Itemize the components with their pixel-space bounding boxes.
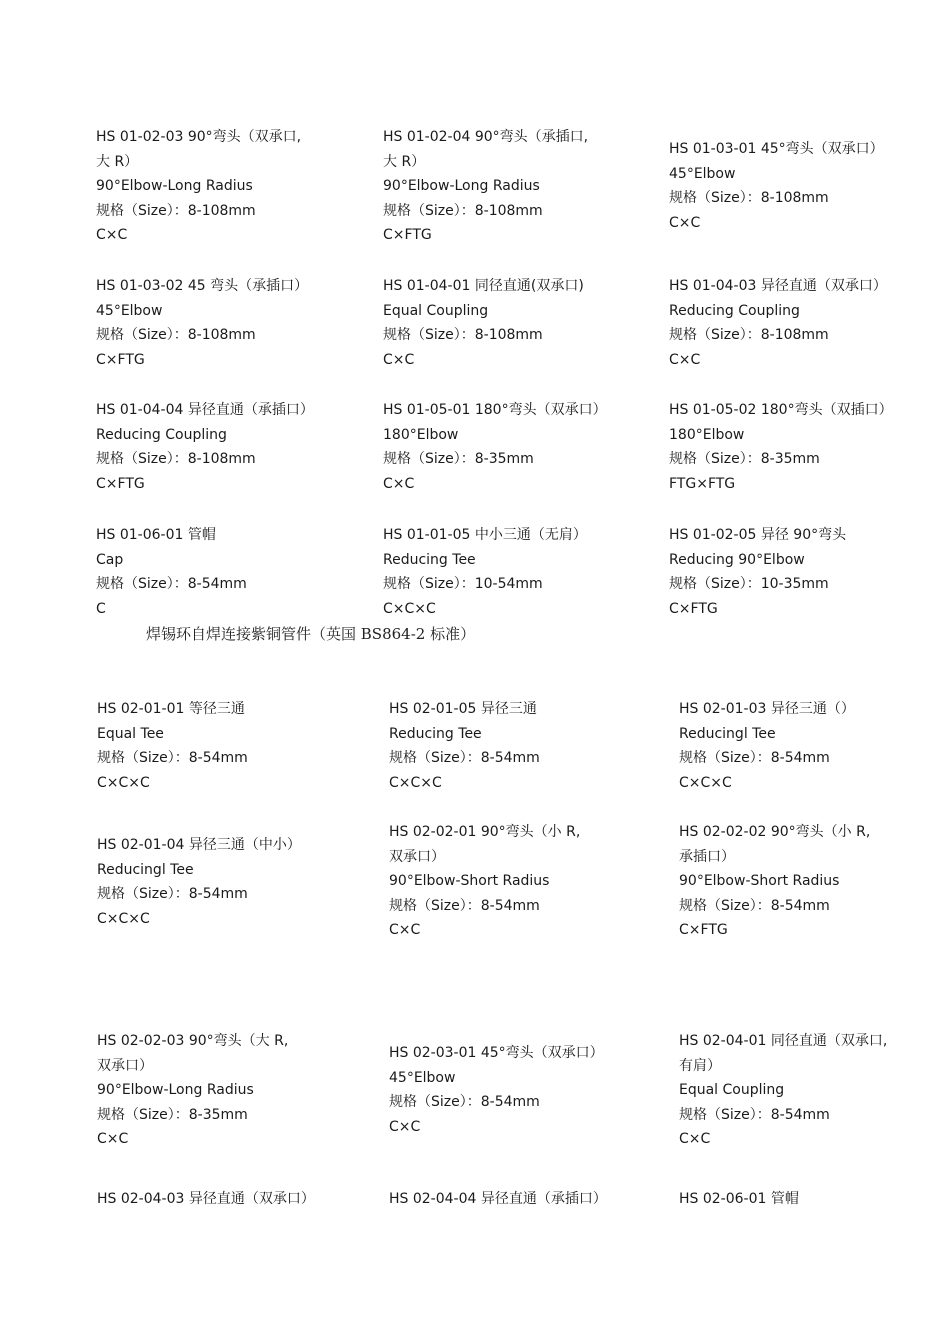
fitting-detail-line: 45°Elbow — [669, 165, 736, 182]
fitting-detail-line: 90°Elbow-Short Radius — [679, 873, 840, 889]
fitting-detail-line: Reducing Tee — [383, 551, 476, 568]
fitting-code-title: HS 01-02-03 90°弯头（双承口, — [96, 129, 302, 145]
fitting-item-hs-01-06-01 — [96, 523, 247, 621]
fitting-code-title: HS 02-04-04 异径直通（承插口） — [389, 1191, 607, 1207]
fitting-detail-line: 规格（Size）：8-54mm — [389, 750, 540, 766]
fitting-detail-line: 规格（Size）：8-108mm — [96, 327, 256, 343]
fitting-detail-line: Cap — [96, 551, 124, 568]
fitting-code-title: HS 01-05-02 180°弯头（双插口） — [669, 402, 893, 418]
fitting-item-hs-02-03-01 — [389, 1041, 604, 1139]
fitting-detail-line: 规格（Size）：8-108mm — [383, 202, 543, 219]
fitting-detail-line: 大 R） — [383, 153, 426, 170]
fitting-detail-line: 规格（Size）：8-108mm — [96, 202, 256, 219]
fitting-detail-line: 双承口） — [389, 848, 445, 865]
fitting-detail-line: C×C — [679, 1131, 711, 1147]
fitting-item-hs-01-04-01 — [383, 274, 584, 372]
fitting-code-title: HS 02-01-05 异径三通 — [389, 701, 537, 717]
fitting-detail-line: 180°Elbow — [669, 426, 745, 443]
section-title: 焊锡环自焊连接紫铜管件（英国 BS864-2 标准） — [146, 625, 476, 643]
fitting-code-title: HS 02-02-03 90°弯头（大 R, — [97, 1033, 289, 1049]
fitting-item-hs-01-03-01 — [669, 137, 884, 235]
fitting-detail-line: Reducingl Tee — [679, 725, 776, 742]
fitting-detail-line: C×C — [389, 922, 421, 938]
fitting-item-hs-01-02-04 — [383, 125, 588, 248]
fitting-detail-line: 90°Elbow-Short Radius — [389, 873, 550, 889]
fitting-detail-line: C×C — [96, 227, 128, 243]
fitting-detail-line: 规格（Size）：8-54mm — [97, 886, 248, 902]
fitting-item-hs-01-05-01 — [383, 398, 607, 496]
fitting-detail-line: 规格（Size）：8-108mm — [383, 327, 543, 343]
fitting-detail-line: 有肩） — [679, 1057, 721, 1074]
fitting-detail-line: C×FTG — [96, 351, 145, 368]
fitting-detail-line: C×FTG — [383, 227, 432, 243]
fitting-code-title: HS 01-03-01 45°弯头（双承口） — [669, 141, 884, 157]
fitting-detail-line: 规格（Size）：8-35mm — [97, 1106, 248, 1123]
fitting-detail-line: 规格（Size）：8-108mm — [96, 451, 256, 467]
fitting-detail-line: 规格（Size）：10-54mm — [383, 576, 543, 592]
fitting-detail-line: C×C — [389, 1118, 421, 1135]
fitting-code-title: HS 01-04-01 同径直通(双承口) — [383, 278, 584, 294]
fitting-detail-line: C×C — [669, 214, 701, 231]
fitting-detail-line: 90°Elbow-Long Radius — [97, 1082, 254, 1098]
fitting-code-title: HS 02-04-01 同径直通（双承口, — [679, 1033, 888, 1049]
fitting-detail-line: 规格（Size）：8-108mm — [669, 190, 829, 206]
fitting-item-hs-02-01-01 — [97, 697, 248, 795]
fitting-detail-line: 规格（Size）：8-35mm — [669, 451, 820, 467]
fitting-item-hs-01-02-05 — [669, 523, 846, 621]
fitting-detail-line: C×C — [669, 351, 701, 368]
fitting-detail-line: 90°Elbow-Long Radius — [383, 178, 540, 194]
fitting-item-hs-02-06-01 — [679, 1187, 799, 1212]
fitting-detail-line: 规格（Size）：8-54mm — [389, 897, 540, 914]
fitting-code-title: HS 02-02-01 90°弯头（小 R, — [389, 824, 581, 840]
fitting-code-title: HS 02-01-04 异径三通（中小） — [97, 837, 301, 853]
fitting-code-title: HS 02-02-02 90°弯头（小 R, — [679, 824, 871, 840]
fitting-detail-line: C×C×C — [383, 600, 436, 617]
fitting-code-title: HS 01-04-03 异径直通（双承口） — [669, 278, 887, 294]
fitting-code-title: HS 02-01-01 等径三通 — [97, 701, 245, 717]
fitting-code-title: HS 01-06-01 管帽 — [96, 527, 216, 543]
fitting-detail-line: C — [96, 600, 106, 617]
fitting-detail-line: 规格（Size）：8-54mm — [679, 750, 830, 766]
fitting-detail-line: C×C×C — [97, 910, 150, 927]
fitting-item-hs-02-01-03 — [679, 697, 855, 795]
fitting-detail-line: Reducing 90°Elbow — [669, 551, 805, 568]
fitting-item-hs-01-04-04 — [96, 398, 314, 496]
fitting-detail-line: Reducing Coupling — [96, 426, 227, 443]
fitting-code-title: HS 02-04-03 异径直通（双承口） — [97, 1191, 315, 1207]
fitting-detail-line: 规格（Size）：8-54mm — [389, 1094, 540, 1110]
fitting-item-hs-02-02-01 — [389, 820, 580, 943]
fitting-item-hs-01-01-05 — [383, 523, 587, 621]
fitting-detail-line: 规格（Size）：8-54mm — [96, 576, 247, 592]
fitting-code-title: HS 01-02-04 90°弯头（承插口, — [383, 129, 589, 145]
fitting-item-hs-02-04-01 — [679, 1029, 887, 1152]
fitting-code-title: HS 01-05-01 180°弯头（双承口） — [383, 402, 607, 418]
fitting-code-title: HS 02-06-01 管帽 — [679, 1191, 799, 1207]
fitting-detail-line: C×C×C — [389, 774, 442, 791]
fitting-code-title: HS 01-04-04 异径直通（承插口） — [96, 402, 314, 418]
fitting-detail-line: 规格（Size）：8-54mm — [97, 750, 248, 766]
fitting-code-title: HS 01-01-05 中小三通（无肩） — [383, 527, 587, 543]
fitting-code-title: HS 01-02-05 异径 90°弯头 — [669, 527, 847, 543]
fitting-detail-line: C×C×C — [97, 774, 150, 791]
fitting-detail-line: C×FTG — [96, 475, 145, 492]
fitting-detail-line: 承插口） — [679, 848, 735, 865]
fitting-detail-line: 大 R） — [96, 153, 139, 170]
fitting-detail-line: 双承口） — [97, 1057, 153, 1074]
fitting-detail-line: C×C×C — [679, 774, 732, 791]
fitting-item-hs-02-04-04 — [389, 1187, 607, 1212]
fitting-code-title: HS 01-03-02 45 弯头（承插口） — [96, 278, 309, 294]
fitting-detail-line: Equal Tee — [97, 725, 164, 742]
fitting-detail-line: Reducingl Tee — [97, 861, 194, 878]
fitting-detail-line: 90°Elbow-Long Radius — [96, 178, 253, 194]
fitting-item-hs-01-05-02 — [669, 398, 893, 496]
fitting-detail-line: 规格（Size）：8-54mm — [679, 1106, 830, 1123]
fitting-detail-line: C×C — [97, 1131, 129, 1147]
fitting-detail-line: 规格（Size）：8-54mm — [679, 897, 830, 914]
fitting-item-hs-02-01-04 — [97, 833, 301, 931]
fitting-detail-line: 规格（Size）：8-35mm — [383, 451, 534, 467]
fitting-detail-line: 45°Elbow — [389, 1069, 456, 1086]
fitting-detail-line: C×C — [383, 351, 415, 368]
fitting-item-hs-02-02-02 — [679, 820, 870, 943]
fitting-detail-line: FTG×FTG — [669, 475, 736, 492]
fitting-detail-line: 规格（Size）：10-35mm — [669, 576, 829, 592]
fitting-item-hs-01-03-02 — [96, 274, 308, 372]
fitting-detail-line: 45°Elbow — [96, 302, 163, 319]
fitting-detail-line: Reducing Coupling — [669, 302, 800, 319]
fitting-detail-line: C×FTG — [679, 922, 728, 938]
fitting-code-title: HS 02-03-01 45°弯头（双承口） — [389, 1045, 604, 1061]
fitting-detail-line: Equal Coupling — [679, 1082, 785, 1098]
fitting-detail-line: Equal Coupling — [383, 302, 489, 319]
fitting-code-title: HS 02-01-03 异径三通（） — [679, 701, 855, 717]
fitting-detail-line: Reducing Tee — [389, 725, 482, 742]
fitting-detail-line: C×C — [383, 475, 415, 492]
fitting-detail-line: 规格（Size）：8-108mm — [669, 327, 829, 343]
fitting-item-hs-01-04-03 — [669, 274, 887, 372]
fitting-item-hs-02-02-03 — [97, 1029, 288, 1152]
fitting-item-hs-01-02-03 — [96, 125, 301, 248]
fitting-item-hs-02-01-05 — [389, 697, 540, 795]
fitting-detail-line: C×FTG — [669, 600, 718, 617]
fitting-item-hs-02-04-03 — [97, 1187, 315, 1212]
fitting-detail-line: 180°Elbow — [383, 426, 459, 443]
